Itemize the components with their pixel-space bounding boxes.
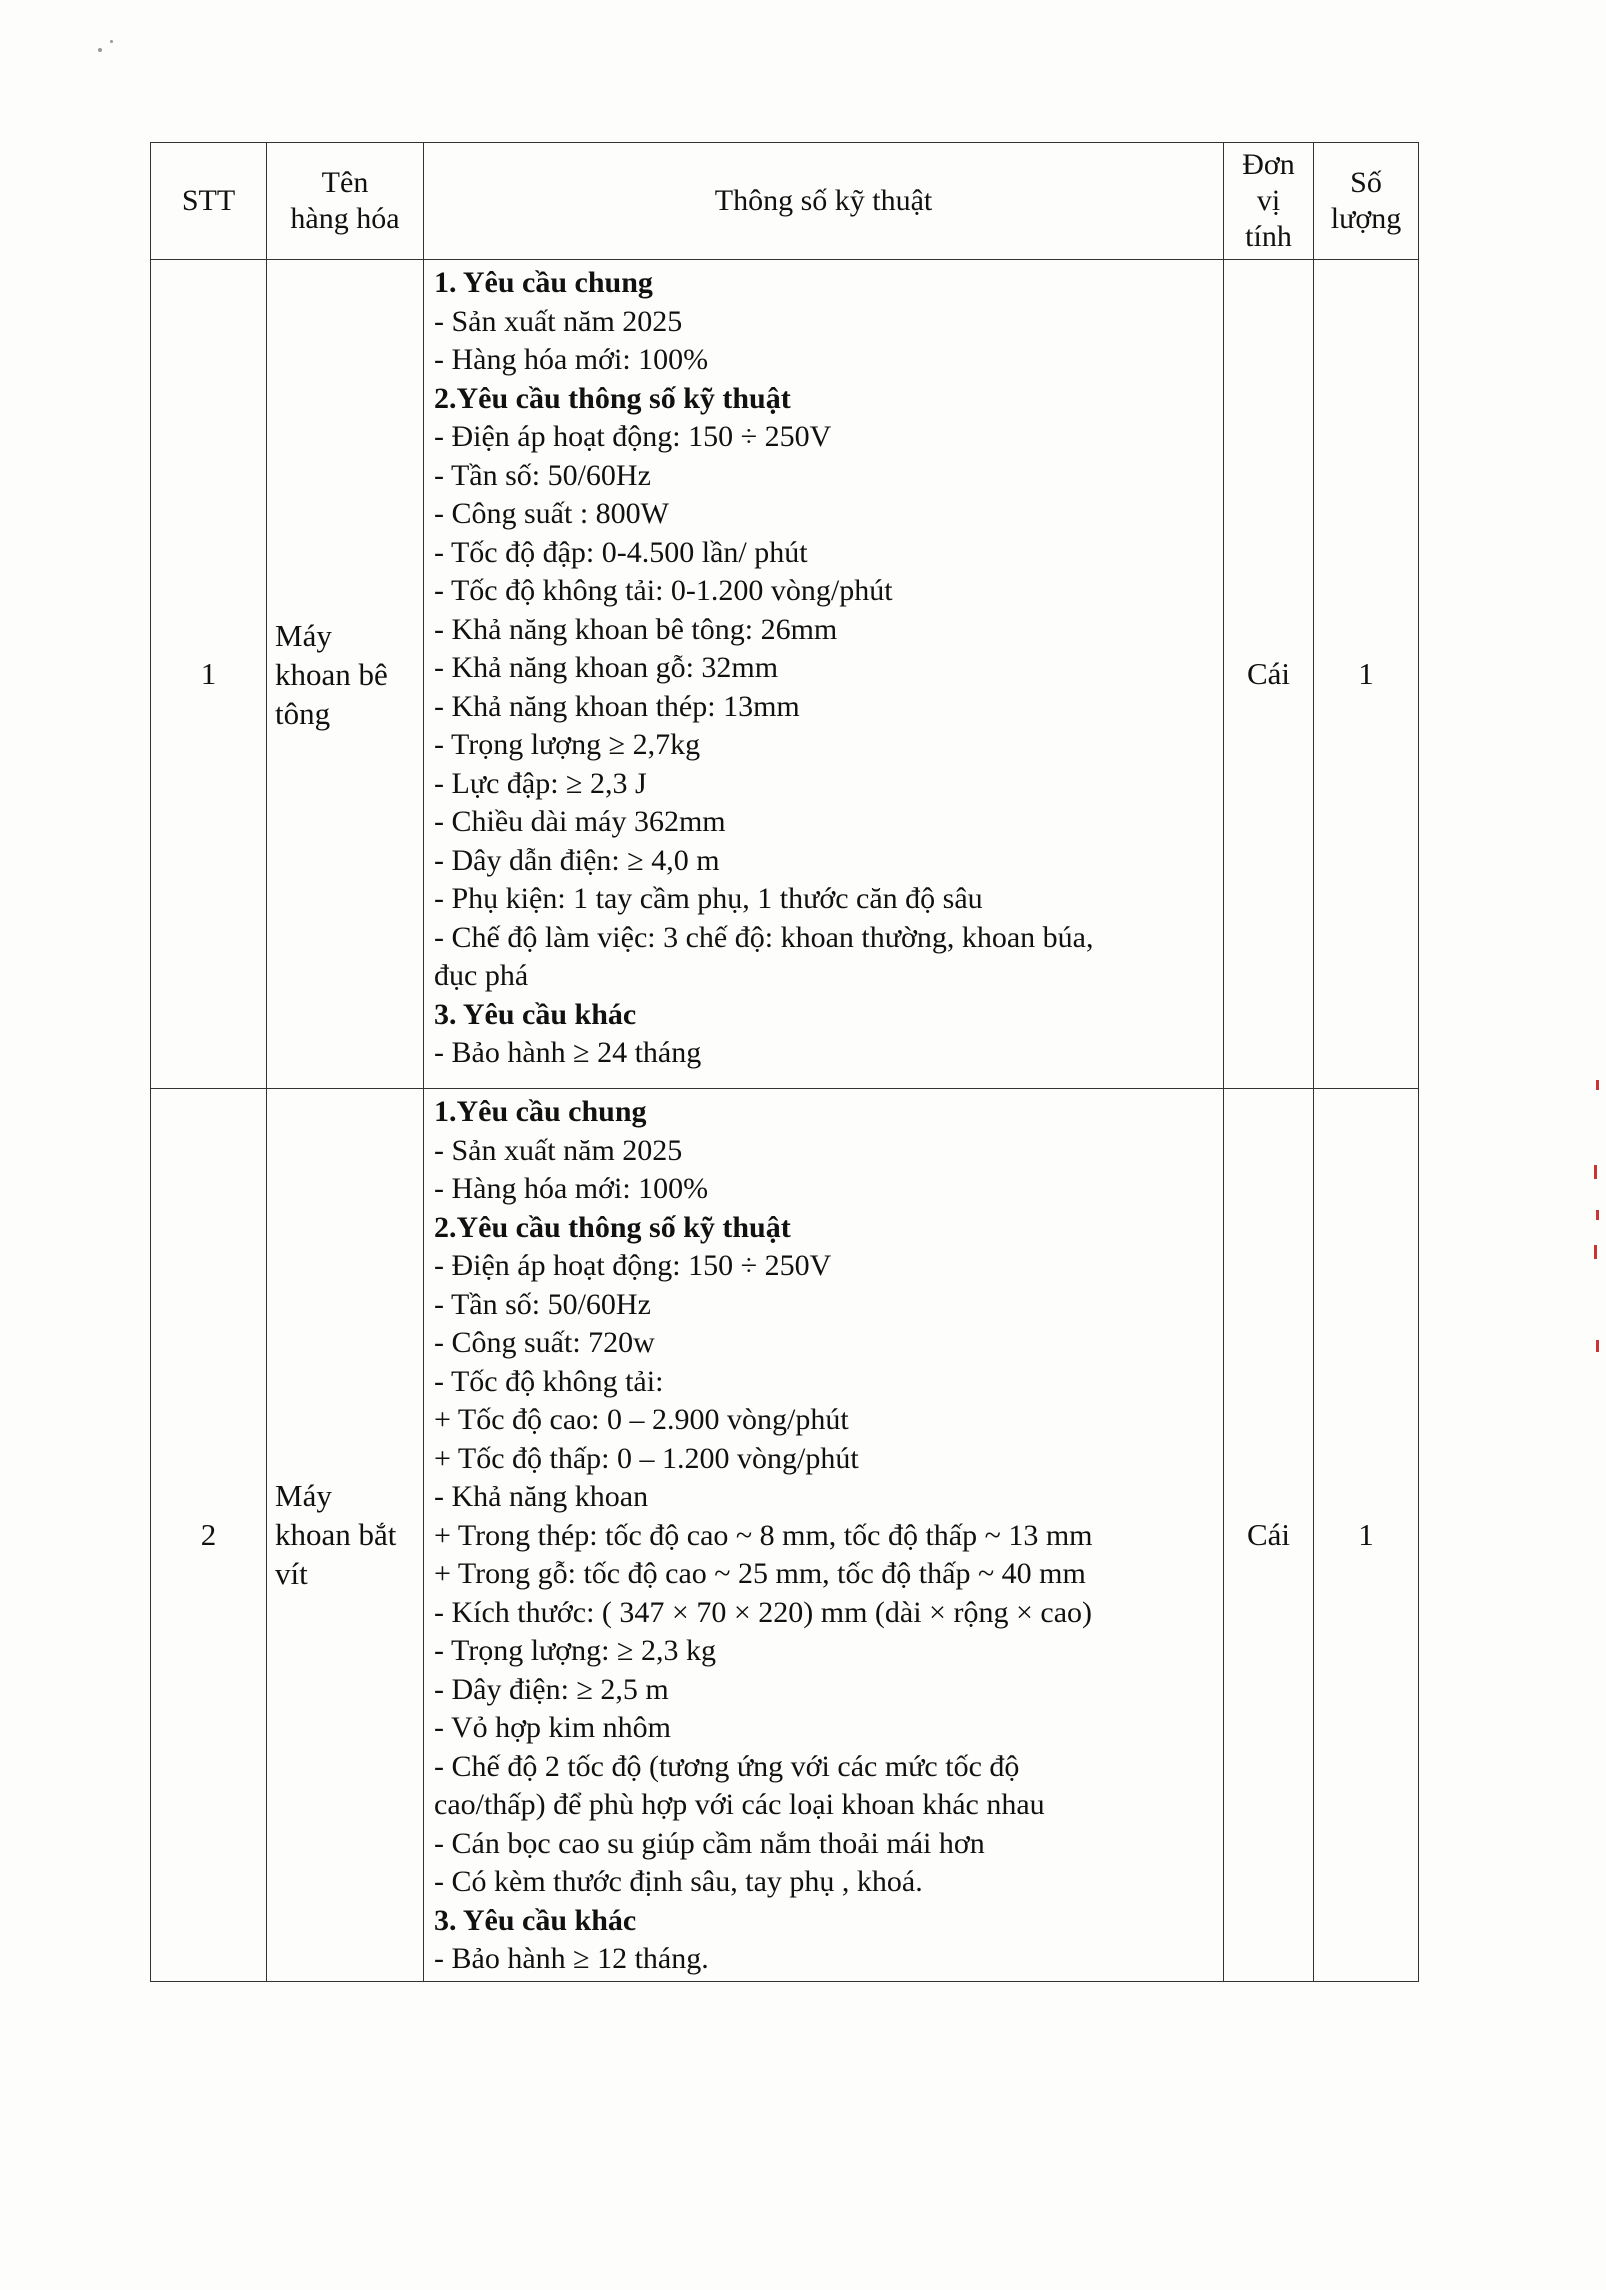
spec-line: + Tốc độ cao: 0 – 2.900 vòng/phút (434, 1403, 849, 1436)
header-specifications: Thông số kỹ thuật (424, 143, 1224, 260)
header-item-name: Tên hàng hóa (267, 143, 424, 260)
spec-heading: 1. Yêu cầu chung (434, 266, 653, 299)
spec-line: - Tần số: 50/60Hz (434, 1287, 651, 1321)
row-stt: 2 (151, 1089, 267, 1982)
spec-line: - Cán bọc cao su giúp cầm nắm thoải mái hơn (434, 1826, 985, 1860)
table-header-row (151, 143, 1419, 260)
spec-line: - Trọng lượng ≥ 2,7kg (434, 728, 701, 761)
spec-line: - Điện áp hoạt động: 150 ÷ 250V (434, 420, 832, 453)
spec-line: - Tốc độ không tải: (434, 1364, 664, 1398)
stamp-mark (1596, 1210, 1599, 1220)
spec-line: cao/thấp) để phù hợp với các loại khoan khác nhau (434, 1788, 1045, 1821)
row-unit: Cái (1224, 1089, 1314, 1982)
header-unit: Đơn vị tính (1224, 143, 1314, 260)
row-item-name: Máy khoan bắt vít (267, 1089, 424, 1982)
spec-line: - Trọng lượng: ≥ 2,3 kg (434, 1634, 716, 1667)
spec-line: - Bảo hành ≥ 24 tháng (434, 1036, 702, 1069)
stamp-mark (1594, 1245, 1597, 1259)
spec-heading: 3. Yêu cầu khác (434, 997, 637, 1031)
specification-table (150, 142, 1419, 1982)
spec-heading: 1.Yêu cầu chung (434, 1095, 647, 1128)
spec-line: - Kích thước: ( 347 × 70 × 220) mm (dài × rộng × cao) (434, 1595, 1092, 1629)
spec-heading: 2.Yêu cầu thông số kỹ thuật (434, 381, 791, 415)
spec-line: - Chế độ làm việc: 3 chế độ: khoan thường, khoan búa, (434, 920, 1094, 954)
row-quantity: 1 (1314, 260, 1419, 1089)
header-stt: STT (151, 143, 267, 260)
spec-line: - Lực đập: ≥ 2,3 J (434, 766, 647, 800)
spec-line: đục phá (434, 959, 529, 992)
spec-line: + Trong gỗ: tốc độ cao ~ 25 mm, tốc độ thấp ~ 40 mm (434, 1557, 1086, 1590)
stamp-mark (1596, 1340, 1599, 1352)
stamp-mark (1594, 1165, 1597, 1179)
spec-line: - Dây dẫn điện: ≥ 4,0 m (434, 843, 720, 877)
spec-line: - Bảo hành ≥ 12 tháng. (434, 1942, 709, 1975)
spec-line: - Hàng hóa mới: 100% (434, 343, 709, 376)
spec-line: - Điện áp hoạt động: 150 ÷ 250V (434, 1249, 832, 1282)
spec-line: - Tốc độ không tải: 0-1.200 vòng/phút (434, 574, 893, 607)
spec-line: - Dây điện: ≥ 2,5 m (434, 1672, 669, 1706)
spec-line: - Vỏ hợp kim nhôm (434, 1711, 671, 1744)
spec-line: - Có kèm thước định sâu, tay phụ , khoá. (434, 1865, 923, 1898)
scan-speck (110, 40, 113, 43)
row-specifications (424, 1089, 1224, 1982)
spec-line: - Sản xuất năm 2025 (434, 1133, 683, 1167)
spec-line: - Công suất : 800W (434, 497, 669, 530)
row-stt: 1 (151, 260, 267, 1089)
spec-line: - Công suất: 720w (434, 1326, 655, 1359)
header-quantity: Số lượng (1314, 143, 1419, 260)
spec-line: + Trong thép: tốc độ cao ~ 8 mm, tốc độ thấp ~ 13 mm (434, 1518, 1093, 1552)
spec-line: - Chiều dài máy 362mm (434, 805, 726, 838)
spec-heading: 3. Yêu cầu khác (434, 1903, 637, 1937)
row-quantity: 1 (1314, 1089, 1419, 1982)
spec-line: - Phụ kiện: 1 tay cầm phụ, 1 thước căn độ sâu (434, 882, 983, 915)
table-row (151, 1089, 1419, 1982)
spec-line: - Khả năng khoan (434, 1480, 649, 1513)
table-row (151, 260, 1419, 1089)
spec-line: - Tốc độ đập: 0-4.500 lần/ phút (434, 535, 808, 569)
spec-line: + Tốc độ thấp: 0 – 1.200 vòng/phút (434, 1441, 859, 1475)
row-unit: Cái (1224, 260, 1314, 1089)
stamp-mark (1596, 1080, 1599, 1090)
spec-line: - Hàng hóa mới: 100% (434, 1172, 709, 1205)
spec-line: - Tần số: 50/60Hz (434, 458, 651, 492)
spec-line: - Sản xuất năm 2025 (434, 304, 683, 338)
spec-heading: 2.Yêu cầu thông số kỹ thuật (434, 1210, 791, 1244)
spec-line: - Khả năng khoan bê tông: 26mm (434, 612, 838, 646)
spec-line: - Chế độ 2 tốc độ (tương ứng với các mức tốc độ (434, 1749, 1020, 1783)
row-specifications (424, 260, 1224, 1089)
row-item-name: Máy khoan bê tông (267, 260, 424, 1089)
scan-speck (98, 48, 102, 52)
spec-line: - Khả năng khoan thép: 13mm (434, 689, 800, 723)
spec-line: - Khả năng khoan gỗ: 32mm (434, 651, 779, 684)
